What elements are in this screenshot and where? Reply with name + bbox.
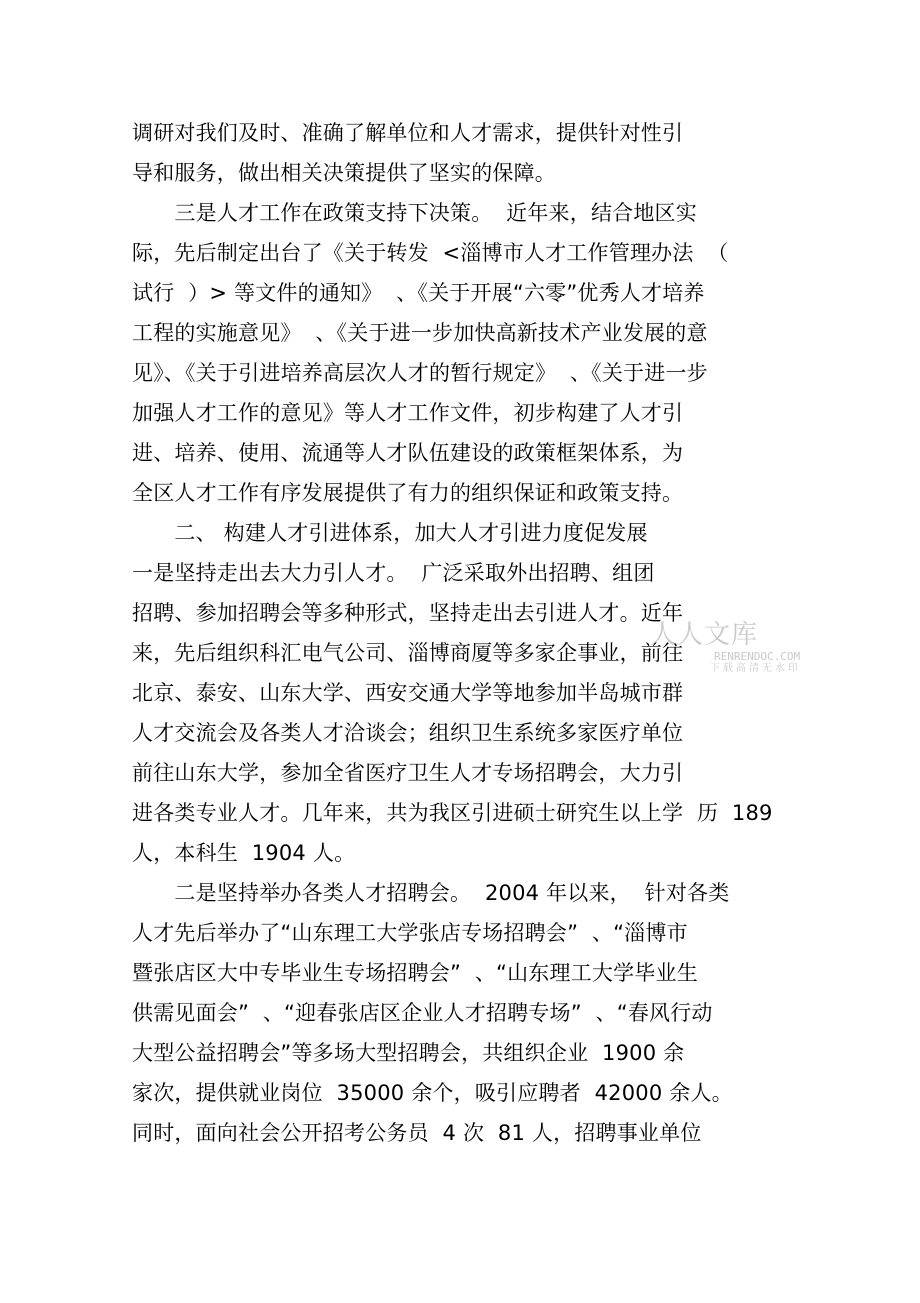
text-line: 加强人才工作的意见》等人才工作文件，初步构建了人才引 <box>132 401 684 425</box>
text-line: 进各类专业人才。几年来，共为我区引进硕士研究生以上学 历 189 <box>132 801 773 825</box>
text-line: 同时，面向社会公开招考公务员 4 次 81 人，招聘事业单位 <box>132 1121 702 1145</box>
section-heading: 二、 构建人才引进体系，加大人才引进力度促发展 <box>132 521 648 545</box>
text-line: 家次，提供就业岗位 35000 余个，吸引应聘者 42000 余人。 <box>132 1081 733 1105</box>
text-line: 三是人才工作在政策支持下决策。 近年来，结合地区实 <box>132 201 697 225</box>
text-line: 来，先后组织科汇电气公司、淄博商厦等多家企事业，前往 <box>132 641 684 665</box>
watermark-domain: RENRENDOC.COM <box>714 650 801 663</box>
text-line: 进、培养、使用、流通等人才队伍建设的政策框架体系，为 <box>132 441 684 465</box>
text-line: 全区人才工作有序发展提供了有力的组织保证和政策支持。 <box>132 481 684 505</box>
text-line: 导和服务，做出相关决策提供了坚实的保障。 <box>132 161 556 185</box>
text-line: 暨张店区大中专毕业生专场招聘会” 、“山东理工大学毕业生 <box>132 961 698 985</box>
text-line: 一是坚持走出去大力引人才。 广泛采取外出招聘、组团 <box>132 561 655 585</box>
watermark-subtitle: 下载高清无水印 <box>710 663 801 674</box>
text-line: 工程的实施意见》 、《关于进一步加快高新技术产业发展的意 <box>132 321 708 345</box>
text-line: 二是坚持举办各类人才招聘会。 2004 年以来， 针对各类 <box>132 881 730 905</box>
text-line: 见》、《关于引进培养高层次人才的暂行规定》 、《关于进一步 <box>132 361 708 385</box>
text-line: 际，先后制定出台了《关于转发 <淄博市人才工作管理办法 （ <box>132 241 729 265</box>
text-line: 人，本科生 1904 人。 <box>132 841 356 865</box>
text-line: 招聘、参加招聘会等多种形式，坚持走出去引进人才。近年 <box>132 601 684 625</box>
text-line: 调研对我们及时、准确了解单位和人才需求，提供针对性引 <box>132 121 684 145</box>
text-line: 前往山东大学，参加全省医疗卫生人才专场招聘会，大力引 <box>132 761 684 785</box>
text-line: 供需见面会” 、“迎春张店区企业人才招聘专场” 、“春风行动 <box>132 1001 713 1025</box>
text-line: 人才先后举办了“山东理工大学张店专场招聘会” 、“淄博市 <box>132 921 688 945</box>
text-line: 大型公益招聘会”等多场大型招聘会，共组织企业 1900 余 <box>132 1041 685 1065</box>
text-line: 人才交流会及各类人才洽谈会；组织卫生系统多家医疗单位 <box>132 721 684 745</box>
text-line: 试行 ）> 等文件的通知》 、《关于开展“六零”优秀人才培养 <box>132 281 705 305</box>
watermark-title: 人人文库 <box>650 620 759 650</box>
watermark-logo <box>648 620 801 680</box>
text-line: 北京、泰安、山东大学、西安交通大学等地参加半岛城市群 <box>132 681 684 705</box>
